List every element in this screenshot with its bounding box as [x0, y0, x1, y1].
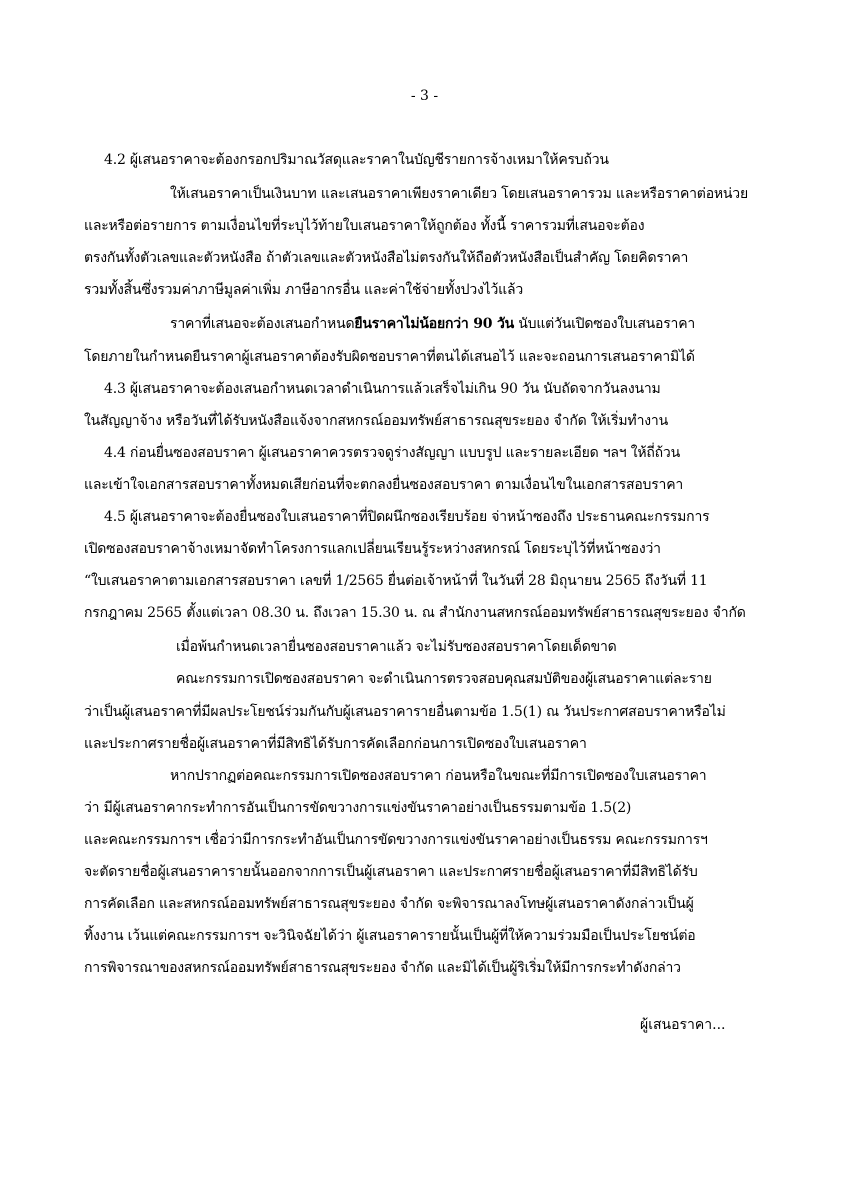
text-segment: ตรงกันทั้งตัวเลขและตัวหนังสือ ถ้าตัวเลขและตัวหนังสือไม่ตรงกันให้ถือตัวหนังสือเป็นสำคัญ โดยคิดราคา: [84, 250, 689, 266]
page-number: - 3 -: [410, 88, 439, 104]
text-line: [84, 216, 644, 236]
text-segment: ให้เสนอราคาเป็นเงินบาท และเสนอราคาเพียงราคาเดียว โดยเสนอราคารวม และหรือราคาต่อหน่วย: [170, 186, 748, 202]
text-line: [104, 379, 661, 399]
text-line: [84, 539, 661, 559]
text-segment: 4.4 ก่อนยื่นซองสอบราคา ผู้เสนอราคาควรตรวจดูร่างสัญญา แบบรูป และรายละเอียด ฯลฯ ให้ถี่ถ้วน: [104, 445, 680, 461]
text-line: [84, 411, 668, 431]
text-line: [104, 443, 680, 463]
text-segment: ว่า มีผู้เสนอราคากระทำการอันเป็นการขัดขวางการแข่งขันราคาอย่างเป็นธรรมตามข้อ 1.5(2): [84, 800, 632, 816]
text-line: [84, 702, 726, 722]
text-segment: จะตัดรายชื่อผู้เสนอราคารายนั้นออกจากการเป็นผู้เสนอราคา และประกาศรายชื่อผู้เสนอราคาที่มีสิทธิได้รับ: [84, 864, 698, 880]
text-segment: และคณะกรรมการฯ เชื่อว่ามีการกระทำอันเป็นการขัดขวางการแข่งขันราคาอย่างเป็นธรรม คณะกรรมการฯ: [84, 832, 708, 848]
text-line: [84, 248, 688, 268]
text-line: [84, 571, 708, 591]
text-segment: และเข้าใจเอกสารสอบราคาทั้งหมดเสียก่อนที่จะตกลงยื่นซองสอบราคา ตามเงื่อนไขในเอกสารสอบราคา: [84, 477, 684, 493]
text-line: [84, 830, 708, 850]
text-segment: 4.2 ผู้เสนอราคาจะต้องกรอกปริมาณวัสดุและราคาในบัญชีรายการจ้างเหมาให้ครบถ้วน: [104, 152, 609, 168]
text-line: [170, 766, 706, 786]
text-line: [84, 475, 683, 495]
text-segment: 4.5 ผู้เสนอราคาจะต้องยื่นซองใบเสนอราคาที่ปิดผนึกซองเรียบร้อย จ่าหน้าซองถึง ประธานคณะกรรมการ: [104, 509, 710, 525]
text-segment: ทิ้งงาน เว้นแต่คณะกรรมการฯ จะวินิจฉัยได้ว่า ผู้เสนอราคารายนั้นเป็นผู้ที่ให้ความร่วมมือเป็นประโยชน์ต่อ: [84, 928, 696, 944]
text-segment: “ใบเสนอราคาตามเอกสารสอบราคา เลขที่ 1/2565 ยื่นต่อเจ้าหน้าที่ ในวันที่ 28 มิถุนายน 2565 ถึงวันที่ 11: [84, 573, 708, 589]
bold-text-segment: ยืนราคาไม่น้อยกว่า 90 วัน: [354, 316, 515, 332]
text-segment: รวมทั้งสิ้นซึ่งรวมค่าภาษีมูลค่าเพิ่ม ภาษีอากรอื่น และค่าใช้จ่ายทั้งปวงไว้แล้ว: [84, 282, 523, 298]
text-segment: ในสัญญาจ้าง หรือวันที่ได้รับหนังสือแจ้งจากสหกรณ์ออมทรัพย์สาธารณสุขระยอง จำกัด ให้เริ่มทำงาน: [84, 413, 668, 429]
text-segment: ราคาที่เสนอจะต้องเสนอกำหนด: [170, 316, 355, 332]
text-segment: หากปรากฏต่อคณะกรรมการเปิดซองสอบราคา ก่อนหรือในขณะที่มีการเปิดซองใบเสนอราคา: [170, 768, 707, 784]
text-line: [84, 347, 695, 367]
text-line: [84, 862, 698, 882]
text-line: [84, 894, 694, 914]
text-segment: เปิดซองสอบราคาจ้างเหมาจัดทำโครงการแลกเปลี่ยนเรียนรู้ระหว่างสหกรณ์ โดยระบุไว้ที่หน้าซองว่า: [84, 541, 661, 557]
text-line: [84, 958, 681, 978]
text-line: [104, 507, 709, 527]
text-line: [84, 734, 587, 754]
continuation-footer: ผู้เสนอราคา...: [640, 1017, 726, 1033]
text-segment: และหรือต่อรายการ ตามเงื่อนไขที่ระบุไว้ท้ายใบเสนอราคาให้ถูกต้อง ทั้งนี้ ราคารวมที่เสนอจะต้อง: [84, 218, 645, 234]
text-line: [176, 669, 712, 689]
text-segment: นับแต่วันเปิดซองใบเสนอราคา: [514, 316, 696, 332]
text-segment: โดยภายในกำหนดยืนราคาผู้เสนอราคาต้องรับผิดชอบราคาที่ตนได้เสนอไว้ และจะถอนการเสนอราคามิได้: [84, 349, 695, 365]
text-line: [170, 184, 748, 204]
text-segment: การคัดเลือก และสหกรณ์ออมทรัพย์สาธารณสุขระยอง จำกัด จะพิจารณาลงโทษผู้เสนอราคาดังกล่าวเป็นผู้: [84, 896, 694, 912]
text-line: [84, 280, 523, 300]
text-line: [170, 314, 695, 334]
text-line: [104, 150, 609, 170]
text-line: [84, 926, 696, 946]
text-segment: การพิจารณาของสหกรณ์ออมทรัพย์สาธารณสุขระยอง จำกัด และมิได้เป็นผู้ริเริ่มให้มีการกระทำดังกล่าว: [84, 960, 681, 976]
text-segment: กรกฎาคม 2565 ตั้งแต่เวลา 08.30 น. ถึงเวลา 15.30 น. ณ สำนักงานสหกรณ์ออมทรัพย์สาธารณสุขระยอง จำกัด: [84, 605, 746, 621]
text-line: [176, 637, 617, 657]
text-segment: 4.3 ผู้เสนอราคาจะต้องเสนอกำหนดเวลาดำเนินการแล้วเสร็จไม่เกิน 90 วัน นับถัดจากวันลงนาม: [104, 381, 661, 397]
text-line: [84, 603, 746, 623]
text-segment: คณะกรรมการเปิดซองสอบราคา จะดำเนินการตรวจสอบคุณสมบัติของผู้เสนอราคาแต่ละราย: [176, 671, 712, 687]
text-segment: เมื่อพ้นกำหนดเวลายื่นซองสอบราคาแล้ว จะไม่รับซองสอบราคาโดยเด็ดขาด: [176, 639, 617, 655]
text-segment: และประกาศรายชื่อผู้เสนอราคาที่มีสิทธิได้รับการคัดเลือกก่อนการเปิดซองใบเสนอราคา: [84, 736, 587, 752]
text-segment: ว่าเป็นผู้เสนอราคาที่มีผลประโยชน์ร่วมกันกับผู้เสนอราคารายอื่นตามข้อ 1.5(1) ณ วันประกาศสอบราคาหรือไม่: [84, 704, 726, 720]
text-line: [84, 798, 631, 818]
